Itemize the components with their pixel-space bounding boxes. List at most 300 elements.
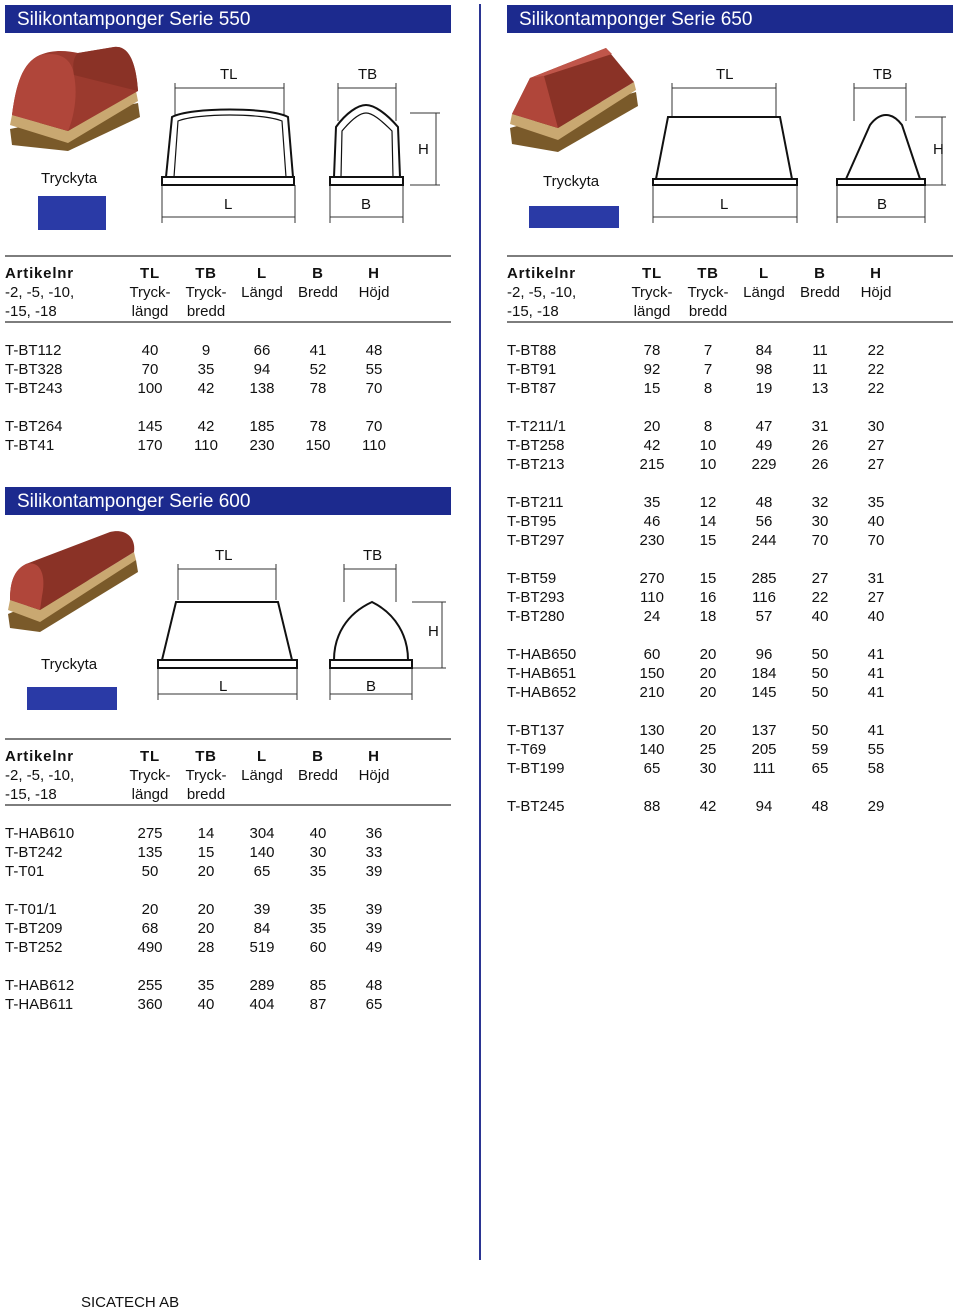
dimension-value: 100	[137, 380, 163, 397]
article-number: T-BT199	[507, 760, 565, 777]
dimension-value: 15	[699, 532, 717, 549]
header-cell: TL	[140, 748, 160, 765]
table-row	[507, 684, 953, 703]
dimension-value: 270	[639, 570, 665, 587]
row-group	[507, 342, 953, 399]
header-cell: L	[759, 265, 769, 282]
serie-650-b-label: B	[877, 196, 888, 213]
table-row	[507, 665, 953, 684]
table-row	[507, 760, 953, 779]
article-number: T-BT328	[5, 361, 63, 378]
article-number: T-BT213	[507, 456, 565, 473]
header-cell: Längd	[241, 767, 283, 784]
dimension-value: 40	[867, 608, 885, 625]
table-header	[5, 255, 451, 323]
dimension-value: 60	[643, 646, 661, 663]
dimension-value: 35	[197, 977, 215, 994]
dimension-value: 40	[141, 342, 159, 359]
dimension-value: 255	[137, 977, 163, 994]
serie-650-dimension-diagram	[640, 75, 952, 225]
dimension-value: 9	[201, 342, 211, 359]
dimension-value: 20	[699, 665, 717, 682]
dimension-value: 205	[751, 741, 777, 758]
header-cell: B	[312, 265, 324, 282]
row-group	[5, 825, 451, 882]
dimension-value: 285	[751, 570, 777, 587]
dimension-value: 145	[137, 418, 163, 435]
dimension-value: 20	[197, 863, 215, 880]
dimension-value: 31	[811, 418, 829, 435]
header-cell: Längd	[241, 284, 283, 301]
dimension-value: 56	[755, 513, 773, 530]
header-cell: H	[870, 265, 882, 282]
header-cell: L	[257, 265, 267, 282]
dimension-value: 15	[197, 844, 215, 861]
dimension-value: 55	[867, 741, 885, 758]
table-row	[507, 456, 953, 475]
serie-550-title: Silikontamponger Serie 550	[5, 5, 451, 33]
dimension-value: 50	[811, 665, 829, 682]
table-row	[5, 996, 451, 1015]
dimension-value: 22	[811, 589, 829, 606]
dimension-value: 140	[249, 844, 275, 861]
serie-650-table	[507, 255, 953, 817]
dimension-value: 26	[811, 456, 829, 473]
header-cell: bredd	[688, 303, 728, 320]
dimension-value: 26	[811, 437, 829, 454]
article-number: T-BT91	[507, 361, 557, 378]
dimension-value: 10	[699, 456, 717, 473]
dimension-value: 49	[755, 437, 773, 454]
table-row	[507, 494, 953, 513]
article-number: T-BT41	[5, 437, 55, 454]
dimension-value: 7	[703, 361, 713, 378]
dimension-value: 40	[811, 608, 829, 625]
article-number: T-BT209	[5, 920, 63, 937]
dimension-value: 41	[867, 646, 885, 663]
table-row	[5, 844, 451, 863]
dimension-value: 70	[141, 361, 159, 378]
dimension-value: 244	[751, 532, 777, 549]
table-row	[5, 418, 451, 437]
dimension-value: 48	[365, 977, 383, 994]
dimension-value: 20	[197, 920, 215, 937]
dimension-value: 92	[643, 361, 661, 378]
dimension-value: 70	[867, 532, 885, 549]
dimension-value: 35	[867, 494, 885, 511]
dimension-value: 230	[639, 532, 665, 549]
header-cell: Tryck-	[687, 284, 729, 301]
serie-650-tb-label: TB	[873, 66, 893, 83]
dimension-value: 41	[867, 722, 885, 739]
table-row	[5, 361, 451, 380]
dimension-value: 360	[137, 996, 163, 1013]
header-cell: TB	[195, 265, 217, 282]
table-row	[507, 722, 953, 741]
serie-550-tryckyta-label: Tryckyta	[41, 170, 98, 187]
dimension-value: 84	[755, 342, 773, 359]
dimension-value: 19	[755, 380, 773, 397]
dimension-value: 137	[751, 722, 777, 739]
dimension-value: 50	[811, 722, 829, 739]
dimension-value: 87	[309, 996, 327, 1013]
serie-600-tryckyta-swatch	[27, 687, 117, 710]
article-number: T-BT293	[507, 589, 565, 606]
serie-600-h-label: H	[428, 623, 439, 640]
header-cell: TL	[140, 265, 160, 282]
table-row	[5, 380, 451, 399]
dimension-value: 12	[699, 494, 717, 511]
table-header	[507, 255, 953, 323]
dimension-value: 42	[197, 380, 215, 397]
article-number: T-BT211	[507, 494, 564, 511]
header-cell: B	[312, 748, 324, 765]
article-number: T-BT88	[507, 342, 557, 359]
dimension-value: 98	[755, 361, 773, 378]
dimension-value: 29	[867, 798, 885, 815]
header-cell: Bredd	[799, 284, 841, 301]
dimension-value: 35	[309, 920, 327, 937]
serie-650-tl-label: TL	[716, 66, 734, 83]
dimension-value: 70	[811, 532, 829, 549]
dimension-value: 22	[867, 380, 885, 397]
article-number: T-BT137	[507, 722, 565, 739]
table-row	[507, 437, 953, 456]
article-number: T-HAB611	[5, 996, 74, 1013]
dimension-value: 27	[867, 437, 885, 454]
header-cell: -15, -18	[5, 786, 57, 803]
article-number: T-T01/1	[5, 901, 57, 918]
article-number: T-BT112	[5, 342, 62, 359]
serie-650-h-label: H	[933, 141, 944, 158]
dimension-value: 70	[365, 418, 383, 435]
dimension-value: 42	[643, 437, 661, 454]
dimension-value: 110	[362, 437, 386, 454]
dimension-value: 304	[249, 825, 275, 842]
dimension-value: 110	[640, 589, 664, 606]
dimension-value: 65	[365, 996, 383, 1013]
dimension-value: 8	[703, 380, 713, 397]
dimension-value: 24	[643, 608, 661, 625]
dimension-value: 20	[643, 418, 661, 435]
header-cell: Artikelnr	[5, 265, 74, 282]
dimension-value: 404	[249, 996, 275, 1013]
dimension-value: 50	[141, 863, 159, 880]
article-number: T-BT243	[5, 380, 63, 397]
pad-550-image	[8, 45, 143, 151]
pad-650-image	[508, 48, 640, 154]
article-number: T-BT297	[507, 532, 565, 549]
serie-600-l-label: L	[219, 678, 228, 695]
article-number: T-BT87	[507, 380, 557, 397]
dimension-value: 42	[197, 418, 215, 435]
table-row	[507, 532, 953, 551]
dimension-value: 31	[867, 570, 885, 587]
dimension-value: 490	[137, 939, 163, 956]
dimension-value: 215	[639, 456, 665, 473]
dimension-value: 35	[309, 901, 327, 918]
table-row	[5, 920, 451, 939]
header-cell: Tryck-	[631, 284, 673, 301]
dimension-value: 30	[867, 418, 885, 435]
header-cell: Bredd	[297, 767, 339, 784]
dimension-value: 85	[309, 977, 327, 994]
article-number: T-T69	[507, 741, 547, 758]
table-row	[507, 741, 953, 760]
dimension-value: 30	[811, 513, 829, 530]
table-row	[5, 939, 451, 958]
table-row	[5, 977, 451, 996]
serie-600-tryckyta-label: Tryckyta	[41, 656, 98, 673]
dimension-value: 110	[194, 437, 218, 454]
dimension-value: 519	[249, 939, 275, 956]
row-group	[507, 418, 953, 475]
serie-600-table	[5, 738, 451, 1015]
serie-550-tryckyta-swatch	[38, 196, 106, 230]
row-group	[507, 646, 953, 703]
dimension-value: 36	[365, 825, 383, 842]
dimension-value: 32	[811, 494, 829, 511]
dimension-value: 58	[867, 760, 885, 777]
article-number: T-HAB651	[507, 665, 577, 682]
article-number: T-BT252	[5, 939, 63, 956]
dimension-value: 15	[699, 570, 717, 587]
header-cell: TB	[697, 265, 719, 282]
article-number: T-HAB610	[5, 825, 75, 842]
header-cell: Höjd	[860, 284, 892, 301]
header-cell: Tryck-	[129, 284, 171, 301]
header-cell: längd	[131, 786, 169, 803]
dimension-value: 11	[812, 361, 828, 378]
dimension-value: 39	[365, 901, 383, 918]
table-row	[507, 570, 953, 589]
header-cell: -2, -5, -10,	[507, 284, 577, 301]
dimension-value: 35	[309, 863, 327, 880]
article-number: T-HAB650	[507, 646, 577, 663]
table-header	[5, 738, 451, 806]
header-cell: H	[368, 265, 380, 282]
table-row	[507, 418, 953, 437]
dimension-value: 11	[812, 342, 828, 359]
dimension-value: 275	[137, 825, 163, 842]
row-group	[5, 977, 451, 1015]
article-number: T-HAB652	[507, 684, 577, 701]
table-row	[5, 901, 451, 920]
dimension-value: 94	[253, 361, 271, 378]
header-cell: bredd	[186, 786, 226, 803]
header-cell: Längd	[743, 284, 785, 301]
dimension-value: 40	[309, 825, 327, 842]
dimension-value: 48	[811, 798, 829, 815]
table-row	[507, 380, 953, 399]
serie-550-table	[5, 255, 451, 456]
dimension-value: 84	[253, 920, 271, 937]
dimension-value: 20	[699, 722, 717, 739]
serie-600-b-label: B	[366, 678, 377, 695]
table-row	[5, 825, 451, 844]
article-number: T-T211/1	[507, 418, 566, 435]
header-cell: B	[814, 265, 826, 282]
dimension-value: 27	[867, 589, 885, 606]
dimension-value: 46	[643, 513, 661, 530]
dimension-value: 39	[253, 901, 271, 918]
dimension-value: 66	[253, 342, 271, 359]
dimension-value: 14	[699, 513, 717, 530]
header-cell: L	[257, 748, 267, 765]
dimension-value: 229	[751, 456, 777, 473]
dimension-value: 145	[751, 684, 777, 701]
table-row	[507, 646, 953, 665]
dimension-value: 33	[365, 844, 383, 861]
serie-550-h-label: H	[418, 141, 429, 158]
dimension-value: 8	[703, 418, 713, 435]
table-row	[507, 361, 953, 380]
dimension-value: 22	[867, 361, 885, 378]
serie-650-l-label: L	[720, 196, 729, 213]
dimension-value: 135	[137, 844, 163, 861]
dimension-value: 20	[141, 901, 159, 918]
article-number: T-HAB612	[5, 977, 75, 994]
dimension-value: 27	[811, 570, 829, 587]
serie-550-tb-label: TB	[358, 66, 378, 83]
dimension-value: 30	[309, 844, 327, 861]
table-row	[5, 437, 451, 456]
row-group	[507, 494, 953, 551]
dimension-value: 55	[365, 361, 383, 378]
dimension-value: 35	[643, 494, 661, 511]
row-group	[507, 798, 953, 817]
dimension-value: 138	[249, 380, 275, 397]
header-cell: TL	[642, 265, 662, 282]
serie-600-title: Silikontamponger Serie 600	[5, 487, 451, 515]
header-cell: bredd	[186, 303, 226, 320]
dimension-value: 111	[752, 760, 776, 777]
header-cell: längd	[131, 303, 169, 320]
dimension-value: 289	[249, 977, 275, 994]
row-group	[507, 570, 953, 627]
dimension-value: 18	[699, 608, 717, 625]
dimension-value: 65	[643, 760, 661, 777]
dimension-value: 20	[699, 684, 717, 701]
table-row	[5, 863, 451, 882]
serie-600-dimension-diagram	[150, 556, 450, 706]
article-number: T-BT95	[507, 513, 557, 530]
dimension-value: 65	[811, 760, 829, 777]
header-cell: TB	[195, 748, 217, 765]
header-cell: H	[368, 748, 380, 765]
dimension-value: 16	[699, 589, 717, 606]
dimension-value: 41	[867, 684, 885, 701]
dimension-value: 70	[365, 380, 383, 397]
dimension-value: 210	[639, 684, 665, 701]
dimension-value: 42	[699, 798, 717, 815]
column-divider	[479, 4, 481, 1260]
serie-550-l-label: L	[224, 196, 233, 213]
dimension-value: 150	[639, 665, 665, 682]
row-group	[507, 722, 953, 779]
table-row	[507, 342, 953, 361]
table-row	[507, 513, 953, 532]
table-row	[5, 342, 451, 361]
dimension-value: 130	[639, 722, 665, 739]
serie-600-tb-label: TB	[363, 547, 383, 564]
table-row	[507, 608, 953, 627]
dimension-value: 27	[867, 456, 885, 473]
header-cell: Höjd	[358, 767, 390, 784]
dimension-value: 25	[699, 741, 717, 758]
dimension-value: 88	[643, 798, 661, 815]
dimension-value: 47	[755, 418, 773, 435]
article-number: T-BT264	[5, 418, 63, 435]
header-cell: Höjd	[358, 284, 390, 301]
dimension-value: 39	[365, 863, 383, 880]
dimension-value: 57	[755, 608, 773, 625]
dimension-value: 20	[699, 646, 717, 663]
footer-company: SICATECH AB	[81, 1294, 180, 1311]
dimension-value: 7	[703, 342, 713, 359]
dimension-value: 65	[253, 863, 271, 880]
dimension-value: 50	[811, 684, 829, 701]
header-cell: Tryck-	[129, 767, 171, 784]
serie-550-dimension-diagram	[150, 75, 450, 225]
row-group	[5, 342, 451, 399]
dimension-value: 185	[249, 418, 275, 435]
header-cell: Tryck-	[185, 284, 227, 301]
article-number: T-T01	[5, 863, 45, 880]
header-cell: Artikelnr	[5, 748, 74, 765]
dimension-value: 50	[811, 646, 829, 663]
header-cell: -2, -5, -10,	[5, 767, 75, 784]
row-group	[5, 418, 451, 456]
dimension-value: 35	[197, 361, 215, 378]
dimension-value: 59	[811, 741, 829, 758]
dimension-value: 10	[699, 437, 717, 454]
dimension-value: 41	[867, 665, 885, 682]
article-number: T-BT59	[507, 570, 557, 587]
dimension-value: 22	[867, 342, 885, 359]
article-number: T-BT245	[507, 798, 565, 815]
dimension-value: 13	[811, 380, 829, 397]
article-number: T-BT242	[5, 844, 63, 861]
header-cell: längd	[633, 303, 671, 320]
header-cell: -15, -18	[507, 303, 559, 320]
dimension-value: 49	[365, 939, 383, 956]
dimension-value: 78	[643, 342, 661, 359]
dimension-value: 60	[309, 939, 327, 956]
dimension-value: 94	[755, 798, 773, 815]
pad-600-image	[6, 530, 140, 632]
row-group	[5, 901, 451, 958]
header-cell: Artikelnr	[507, 265, 576, 282]
dimension-value: 78	[309, 380, 327, 397]
dimension-value: 96	[755, 646, 773, 663]
article-number: T-BT258	[507, 437, 565, 454]
dimension-value: 14	[197, 825, 215, 842]
dimension-value: 41	[309, 342, 327, 359]
article-number: T-BT280	[507, 608, 565, 625]
header-cell: Bredd	[297, 284, 339, 301]
header-cell: -15, -18	[5, 303, 57, 320]
header-cell: -2, -5, -10,	[5, 284, 75, 301]
dimension-value: 230	[249, 437, 275, 454]
serie-650-tryckyta-swatch	[529, 206, 619, 228]
header-cell: Tryck-	[185, 767, 227, 784]
dimension-value: 68	[141, 920, 159, 937]
dimension-value: 39	[365, 920, 383, 937]
table-row	[507, 589, 953, 608]
dimension-value: 170	[137, 437, 163, 454]
dimension-value: 48	[365, 342, 383, 359]
